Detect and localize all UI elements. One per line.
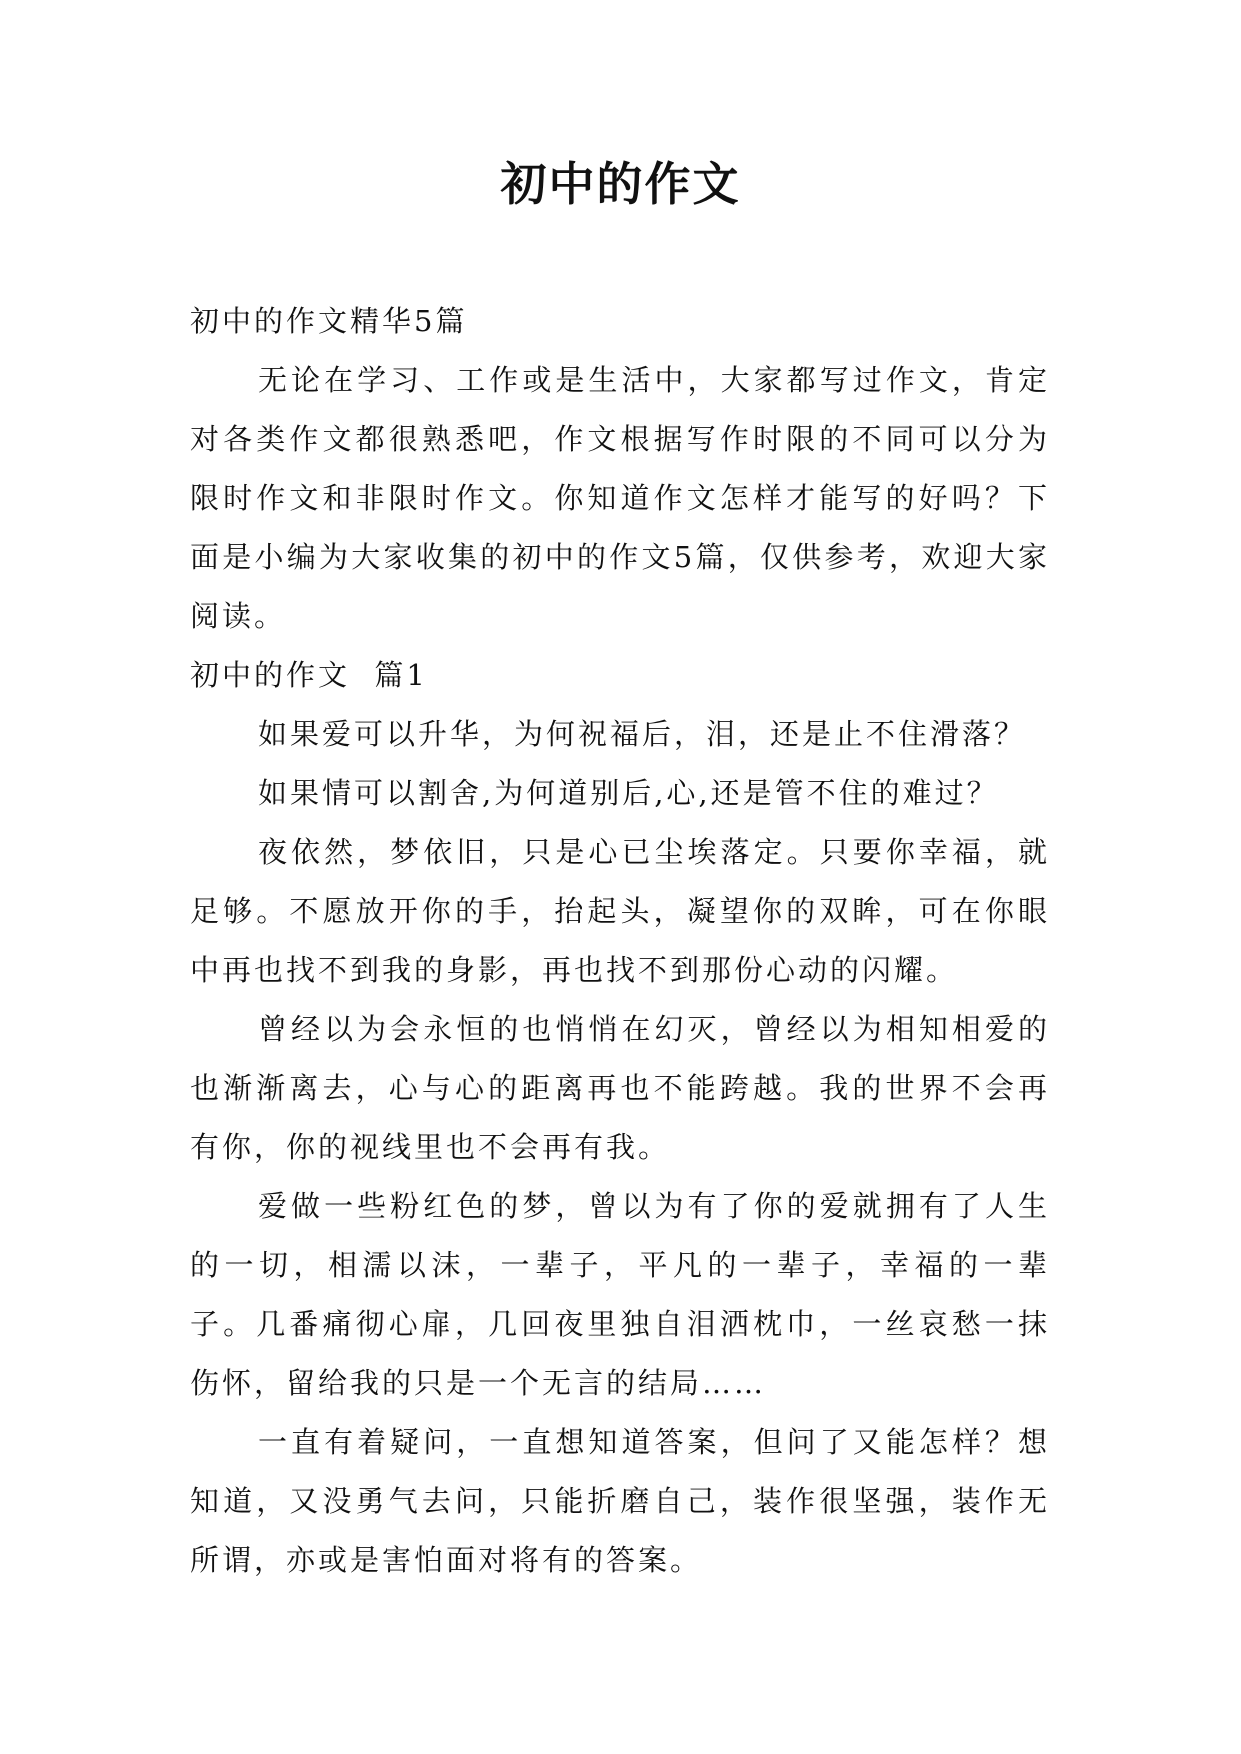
- document-title: 初中的作文: [500, 157, 741, 211]
- document-subtitle: 初中的作文精华5篇: [190, 304, 468, 338]
- body-paragraph: 夜依然，梦依旧，只是心已尘埃落定。只要你幸福，就足够。不愿放开你的手，抬起头，凝望你的双眸，可在你眼中再也找不到我的身影，再也找不到那份心动的闪耀。: [190, 835, 1050, 987]
- intro-paragraph: 无论在学习、工作或是生活中，大家都写过作文，肯定对各类作文都很熟悉吧，作文根据写作时限的不同可以分为限时作文和非限时作文。你知道作文怎样才能写的好吗？下面是小编为大家收集的初中的作文5篇，仅供参考，欢迎大家阅读。: [190, 363, 1050, 633]
- section-heading: 初中的作文 篇1: [190, 658, 428, 692]
- body-paragraph: 一直有着疑问，一直想知道答案，但问了又能怎样？想知道，又没勇气去问，只能折磨自己，装作很坚强，装作无所谓，亦或是害怕面对将有的答案。: [190, 1425, 1050, 1577]
- document-body: [190, 292, 1050, 1590]
- body-paragraph: 如果情可以割舍,为何道别后,心,还是管不住的难过？: [258, 776, 999, 810]
- body-paragraph: 曾经以为会永恒的也悄悄在幻灭，曾经以为相知相爱的也渐渐离去，心与心的距离再也不能跨越。我的世界不会再有你，你的视线里也不会再有我。: [190, 1012, 1050, 1164]
- body-paragraph: 爱做一些粉红色的梦，曾以为有了你的爱就拥有了人生的一切，相濡以沫，一辈子，平凡的一辈子，幸福的一辈子。几番痛彻心扉，几回夜里独自泪洒枕巾，一丝哀愁一抹伤怀，留给我的只是一个无言的结局……: [190, 1189, 1050, 1400]
- body-paragraph: 如果爱可以升华，为何祝福后，泪，还是止不住滑落？: [258, 717, 1027, 751]
